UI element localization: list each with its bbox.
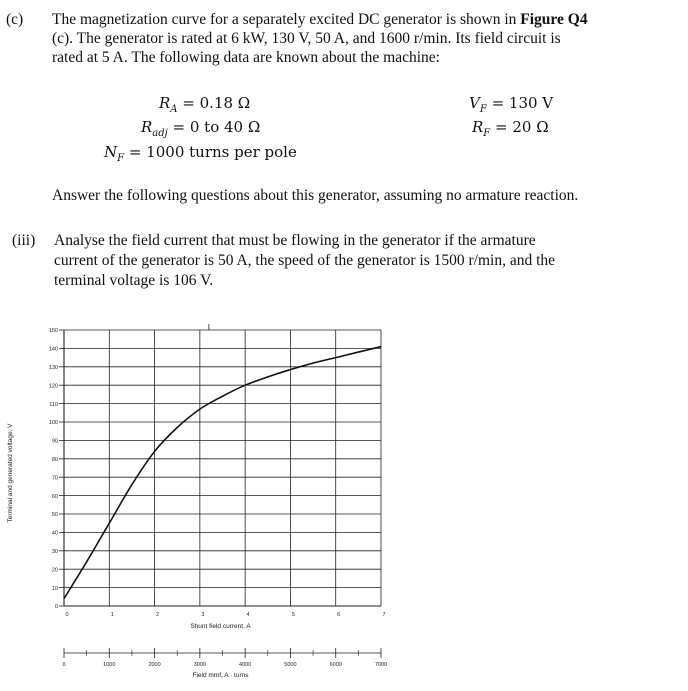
mmf-tick-label: 2000 (148, 662, 161, 668)
param-ra: $R_A = 0.18$ Ω (159, 94, 251, 115)
y-tick-label: 120 (48, 383, 58, 390)
x-tick-label: 1 (110, 612, 114, 618)
x-axis-label-current: Shunt field current, A (190, 623, 251, 630)
mmf-tick-label: 4000 (239, 662, 252, 668)
magnetization-curve (64, 347, 381, 599)
x-tick-label: 2 (156, 612, 160, 618)
y-tick-label: 70 (51, 475, 58, 482)
y-tick-label: 60 (51, 493, 58, 500)
param-nf: $N_F = 1000$ turns per pole (104, 143, 297, 164)
chart-grid (59, 324, 381, 658)
y-tick-label: 0 (54, 604, 58, 611)
y-tick-label: 150 (48, 328, 58, 335)
y-tick-label: 50 (51, 512, 58, 519)
y-tick-label: 90 (51, 438, 58, 445)
y-tick-label: 140 (48, 346, 58, 353)
y-tick-label: 20 (51, 567, 58, 574)
mmf-tick-label: 5000 (284, 662, 297, 668)
y-tick-label: 130 (48, 365, 58, 371)
y-tick-label: 100 (48, 420, 58, 427)
x-tick-label: 6 (337, 612, 341, 618)
mmf-tick-label: 7000 (374, 662, 388, 668)
magnetization-chart (0, 311, 688, 691)
mmf-tick-label: 0 (62, 662, 66, 668)
x-tick-label: 0 (65, 612, 69, 618)
instruction: Answer the following questions about this generator, assuming no armature reaction. (52, 187, 579, 204)
x-tick-label: 7 (382, 612, 386, 618)
x-axis-label-mmf: Field mmf, A · turns (192, 672, 249, 679)
y-tick-label: 30 (51, 549, 58, 555)
y-tick-label: 10 (51, 585, 58, 592)
x-tick-label: 4 (246, 612, 250, 618)
intro-line-3: rated at 5 A. The following data are known about the machine: (52, 49, 440, 66)
mmf-tick-label: 3000 (193, 662, 206, 668)
param-rf: $R_F = 20$ Ω (472, 118, 549, 139)
y-tick-label: 110 (49, 401, 58, 408)
param-radj: $R_{adj} = 0$ to 40 Ω (141, 118, 261, 139)
sub-label: (iii) (12, 232, 36, 249)
y-axis-label: Terminal and generated voltage, V (7, 423, 14, 523)
param-vf: $V_F = 130$ V (469, 94, 554, 115)
chart-ticks (49, 328, 387, 668)
question-line-2: current of the generator is 50 A, the speed of the generator is 1500 r/min, and the (54, 252, 556, 269)
x-tick-label: 5 (291, 612, 295, 618)
y-tick-label: 40 (51, 530, 58, 537)
question-line-1: Analyse the field current that must be flowing in the generator if the armature (54, 232, 536, 249)
part-label: (c) (6, 11, 24, 28)
mmf-tick-label: 1000 (103, 662, 116, 668)
intro-line-1 (52, 11, 588, 29)
y-tick-label: 80 (51, 457, 58, 463)
x-tick-label: 3 (201, 612, 205, 618)
intro-line-1-text: The magnetization curve for a separately excited DC generator is shown in (52, 11, 521, 28)
figure-reference: Figure Q4 (520, 11, 588, 28)
question-line-3: terminal voltage is 106 V. (54, 272, 214, 289)
intro-line-2: (c). The generator is rated at 6 kW, 130 V, 50 A, and 1600 r/min. Its field circuit is (52, 30, 561, 47)
mmf-tick-label: 6000 (329, 662, 342, 668)
